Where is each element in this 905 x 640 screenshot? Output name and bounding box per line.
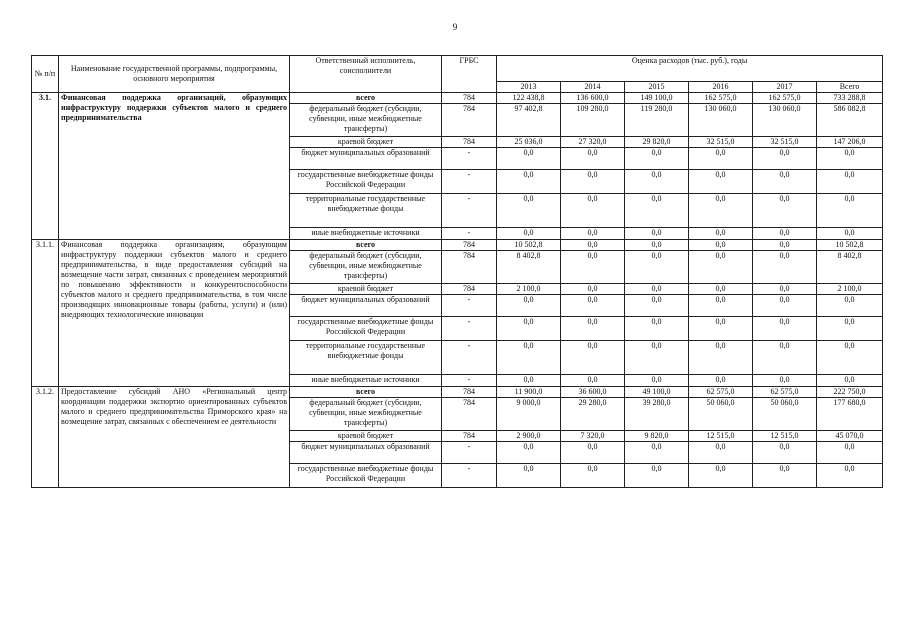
value-cell: 586 082,8 (817, 104, 883, 137)
grbs-cell: - (442, 317, 497, 341)
value-cell: 0,0 (625, 240, 689, 251)
value-cell: 0,0 (561, 240, 625, 251)
value-cell: 130 060,0 (689, 104, 753, 137)
grbs-cell: - (442, 375, 497, 387)
value-cell: 36 600,0 (561, 387, 625, 398)
value-cell: 0,0 (625, 341, 689, 375)
value-cell: 62 575,0 (689, 387, 753, 398)
executor-cell: краевой бюджет (290, 137, 442, 148)
header-grbs: ГРБС (442, 56, 497, 93)
grbs-cell: - (442, 341, 497, 375)
executor-cell: федеральный бюджет (субсидии, субвенции, иные межбюджетные трансферты) (290, 251, 442, 284)
value-cell: 0,0 (561, 317, 625, 341)
value-cell: 11 900,0 (497, 387, 561, 398)
grbs-cell: 784 (442, 240, 497, 251)
value-cell: 0,0 (625, 295, 689, 317)
value-cell: 0,0 (561, 251, 625, 284)
value-cell: 0,0 (625, 317, 689, 341)
header-year: Всего (817, 82, 883, 93)
value-cell: 162 575,0 (689, 93, 753, 104)
header-num: № п/п (32, 56, 59, 93)
value-cell: 0,0 (753, 375, 817, 387)
executor-cell: всего (290, 240, 442, 251)
executor-cell: территориальные государственные внебюджетные фонды (290, 194, 442, 228)
section-name: Финансовая поддержка организаций, образующих инфраструктуру поддержки субъектов малого и среднего предпринимательства (59, 93, 290, 240)
executor-cell: бюджет муниципальных образований (290, 148, 442, 170)
value-cell: 0,0 (753, 284, 817, 295)
value-cell: 0,0 (497, 341, 561, 375)
value-cell: 0,0 (817, 194, 883, 228)
value-cell: 12 515,0 (753, 431, 817, 442)
section-number: 3.1.1. (32, 240, 59, 387)
grbs-cell: 784 (442, 387, 497, 398)
grbs-cell: 784 (442, 431, 497, 442)
value-cell: 0,0 (497, 442, 561, 464)
header-year: 2016 (689, 82, 753, 93)
value-cell: 0,0 (561, 148, 625, 170)
value-cell: 0,0 (817, 228, 883, 240)
value-cell: 0,0 (625, 284, 689, 295)
value-cell: 0,0 (817, 464, 883, 488)
grbs-cell: - (442, 442, 497, 464)
section-number: 3.1.2. (32, 387, 59, 488)
value-cell: 0,0 (689, 148, 753, 170)
executor-cell: всего (290, 93, 442, 104)
value-cell: 136 600,0 (561, 93, 625, 104)
value-cell: 0,0 (561, 170, 625, 194)
value-cell: 2 100,0 (497, 284, 561, 295)
value-cell: 29 820,0 (625, 137, 689, 148)
value-cell: 0,0 (753, 194, 817, 228)
header-year: 2017 (753, 82, 817, 93)
value-cell: 0,0 (561, 295, 625, 317)
value-cell: 0,0 (753, 317, 817, 341)
value-cell: 149 100,0 (625, 93, 689, 104)
header-name: Наименование государственной программы, подпрограммы, основного мероприятия (59, 56, 290, 93)
value-cell: 0,0 (561, 442, 625, 464)
value-cell: 0,0 (625, 375, 689, 387)
value-cell: 97 402,8 (497, 104, 561, 137)
value-cell: 0,0 (817, 295, 883, 317)
section-name: Финансовая поддержка организациям, образующим инфраструктуру поддержки субъектов малого и среднего предпринимательства, в виде предоставления субсидий на возмещение части затрат, связанных с проведением мероприятий по повышению эффективности и конкурентоспособности субъектов малого и среднего предпринимательства, в том числе производящих инновационные товары (работы, услуги) и (или) внедряющих технологические инновации (59, 240, 290, 387)
value-cell: 0,0 (497, 317, 561, 341)
value-cell: 0,0 (497, 170, 561, 194)
grbs-cell: 784 (442, 137, 497, 148)
value-cell: 0,0 (753, 442, 817, 464)
section-number: 3.1. (32, 93, 59, 240)
value-cell: 0,0 (497, 228, 561, 240)
value-cell: 27 320,0 (561, 137, 625, 148)
grbs-cell: - (442, 295, 497, 317)
value-cell: 49 100,0 (625, 387, 689, 398)
section-name: Предоставление субсидий АНО «Региональный центр координации поддержки экспортно ориентированных субъектов малого и среднего предпринимательства Приморского края» на возмещение затрат, связанных с обеспечением ее деятельности (59, 387, 290, 488)
grbs-cell: - (442, 148, 497, 170)
value-cell: 0,0 (689, 464, 753, 488)
value-cell: 45 070,0 (817, 431, 883, 442)
value-cell: 0,0 (625, 170, 689, 194)
header-estimate: Оценка расходов (тыс. руб.), годы (497, 56, 883, 82)
value-cell: 162 575,0 (753, 93, 817, 104)
executor-cell: иные внебюджетные источники (290, 228, 442, 240)
executor-cell: бюджет муниципальных образований (290, 442, 442, 464)
value-cell: 130 060,0 (753, 104, 817, 137)
value-cell: 12 515,0 (689, 431, 753, 442)
value-cell: 7 320,0 (561, 431, 625, 442)
value-cell: 0,0 (561, 375, 625, 387)
value-cell: 0,0 (689, 317, 753, 341)
value-cell: 25 036,0 (497, 137, 561, 148)
value-cell: 0,0 (689, 228, 753, 240)
value-cell: 0,0 (689, 375, 753, 387)
value-cell: 0,0 (625, 228, 689, 240)
value-cell: 0,0 (497, 148, 561, 170)
value-cell: 0,0 (689, 170, 753, 194)
value-cell: 0,0 (689, 194, 753, 228)
grbs-cell: 784 (442, 93, 497, 104)
value-cell: 0,0 (753, 148, 817, 170)
executor-cell: бюджет муниципальных образований (290, 295, 442, 317)
value-cell: 0,0 (625, 464, 689, 488)
table-row (32, 240, 883, 251)
grbs-cell: 784 (442, 398, 497, 431)
value-cell: 10 502,8 (817, 240, 883, 251)
value-cell: 0,0 (817, 170, 883, 194)
executor-cell: краевой бюджет (290, 431, 442, 442)
executor-cell: государственные внебюджетные фонды Российской Федерации (290, 464, 442, 488)
value-cell: 0,0 (753, 464, 817, 488)
header-year: 2014 (561, 82, 625, 93)
executor-cell: территориальные государственные внебюджетные фонды (290, 341, 442, 375)
value-cell: 0,0 (817, 442, 883, 464)
value-cell: 0,0 (689, 240, 753, 251)
value-cell: 0,0 (689, 251, 753, 284)
grbs-cell: 784 (442, 284, 497, 295)
value-cell: 9 000,0 (497, 398, 561, 431)
value-cell: 10 502,8 (497, 240, 561, 251)
grbs-cell: - (442, 464, 497, 488)
value-cell: 222 750,0 (817, 387, 883, 398)
value-cell: 0,0 (497, 464, 561, 488)
value-cell: 0,0 (689, 341, 753, 375)
value-cell: 0,0 (753, 251, 817, 284)
executor-cell: федеральный бюджет (субсидии, субвенции, иные межбюджетные трансферты) (290, 398, 442, 431)
value-cell: 8 402,8 (497, 251, 561, 284)
value-cell: 0,0 (561, 284, 625, 295)
value-cell: 0,0 (625, 442, 689, 464)
table-row (32, 93, 883, 104)
value-cell: 0,0 (625, 194, 689, 228)
value-cell: 0,0 (561, 228, 625, 240)
value-cell: 62 575,0 (753, 387, 817, 398)
value-cell: 50 060,0 (689, 398, 753, 431)
table-row (32, 387, 883, 398)
value-cell: 109 280,0 (561, 104, 625, 137)
value-cell: 29 280,0 (561, 398, 625, 431)
header-year: 2013 (497, 82, 561, 93)
value-cell: 0,0 (753, 341, 817, 375)
value-cell: 0,0 (817, 317, 883, 341)
value-cell: 177 680,0 (817, 398, 883, 431)
value-cell: 2 100,0 (817, 284, 883, 295)
value-cell: 50 060,0 (753, 398, 817, 431)
budget-table (31, 55, 883, 488)
grbs-cell: - (442, 228, 497, 240)
value-cell: 0,0 (753, 170, 817, 194)
grbs-cell: 784 (442, 104, 497, 137)
grbs-cell: - (442, 194, 497, 228)
executor-cell: краевой бюджет (290, 284, 442, 295)
value-cell: 0,0 (625, 148, 689, 170)
executor-cell: государственные внебюджетные фонды Российской Федерации (290, 170, 442, 194)
value-cell: 122 438,8 (497, 93, 561, 104)
value-cell: 147 206,0 (817, 137, 883, 148)
value-cell: 2 900,0 (497, 431, 561, 442)
value-cell: 0,0 (817, 148, 883, 170)
value-cell: 0,0 (753, 295, 817, 317)
value-cell: 32 515,0 (753, 137, 817, 148)
value-cell: 0,0 (689, 442, 753, 464)
executor-cell: всего (290, 387, 442, 398)
value-cell: 0,0 (497, 295, 561, 317)
value-cell: 733 288,8 (817, 93, 883, 104)
value-cell: 9 820,0 (625, 431, 689, 442)
value-cell: 0,0 (689, 284, 753, 295)
value-cell: 0,0 (753, 240, 817, 251)
value-cell: 0,0 (753, 228, 817, 240)
value-cell: 8 402,8 (817, 251, 883, 284)
value-cell: 0,0 (689, 295, 753, 317)
value-cell: 0,0 (561, 194, 625, 228)
grbs-cell: 784 (442, 251, 497, 284)
value-cell: 39 280,0 (625, 398, 689, 431)
value-cell: 0,0 (497, 375, 561, 387)
executor-cell: иные внебюджетные источники (290, 375, 442, 387)
value-cell: 0,0 (817, 341, 883, 375)
value-cell: 32 515,0 (689, 137, 753, 148)
executor-cell: федеральный бюджет (субсидии, субвенции, иные межбюджетные трансферты) (290, 104, 442, 137)
value-cell: 0,0 (817, 375, 883, 387)
value-cell: 119 280,0 (625, 104, 689, 137)
executor-cell: государственные внебюджетные фонды Российской Федерации (290, 317, 442, 341)
header-executor: Ответственный исполнитель, соисполнители (290, 56, 442, 93)
value-cell: 0,0 (561, 464, 625, 488)
value-cell: 0,0 (561, 341, 625, 375)
value-cell: 0,0 (497, 194, 561, 228)
grbs-cell: - (442, 170, 497, 194)
page-number: 9 (452, 22, 458, 32)
value-cell: 0,0 (625, 251, 689, 284)
header-year: 2015 (625, 82, 689, 93)
